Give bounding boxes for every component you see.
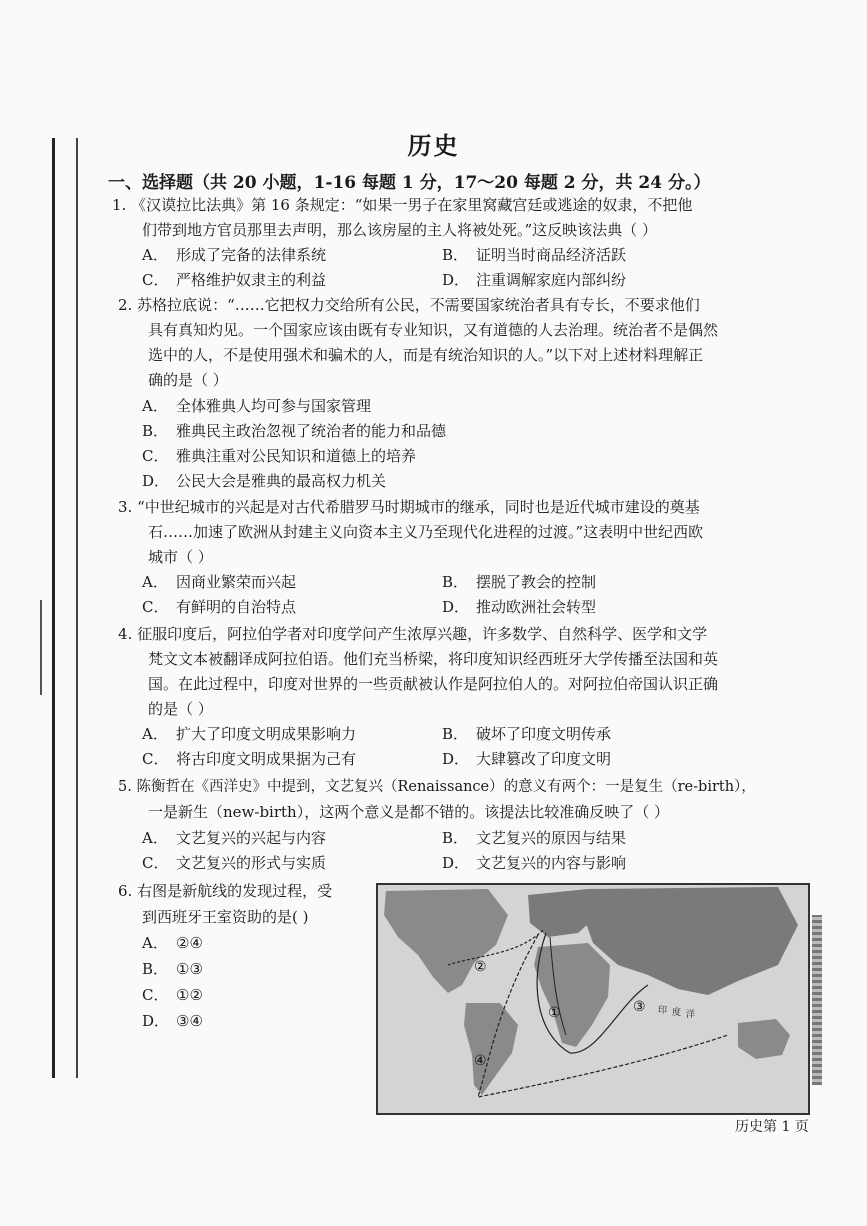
question-line: 的是（ ） [148, 700, 213, 718]
page-title: 历史 [407, 131, 460, 160]
option-b[interactable]: B． 文艺复兴的原因与结果 [442, 829, 627, 847]
option-b[interactable]: B． 破坏了印度文明传承 [442, 725, 612, 743]
question-line: 城市（ ） [148, 548, 213, 566]
question-line: 4. 征服印度后，阿拉伯学者对印度学问产生浓厚兴趣，许多数学、自然科学、医学和文学 [118, 625, 708, 643]
question-4-stem [118, 622, 786, 722]
option-b[interactable]: B． 证明当时商品经济活跃 [442, 246, 627, 264]
question-line: 确的是（ ） [148, 371, 228, 389]
question-6 [118, 878, 332, 1034]
route-label-3: ③ [633, 999, 646, 1015]
question-3-options [142, 570, 782, 620]
option-c[interactable]: C． 雅典注重对公民知识和道德上的培养 [142, 447, 417, 465]
question-2-options [142, 394, 782, 494]
option-a[interactable]: A． ②④ [142, 934, 203, 952]
question-1-stem [112, 193, 780, 243]
route-label-2: ② [474, 959, 487, 975]
ocean-label-char: 印 [658, 1006, 668, 1016]
option-d[interactable]: D． 公民大会是雅典的最高权力机关 [142, 472, 387, 490]
option-a[interactable]: A． 扩大了印度文明成果影响力 [142, 725, 357, 743]
question-line: 具有真知灼见。一个国家应该由既有专业知识，又有道德的人去治理。统治者不是偶然 [148, 321, 719, 339]
page-footer: 历史第 1 页 [735, 1119, 809, 1135]
question-line: 到西班牙王室资助的是( ) [142, 908, 309, 926]
option-c[interactable]: C． 严格维护奴隶主的利益 [142, 271, 327, 289]
question-line: 5. 陈衡哲在《西洋史》中提到，文艺复兴（Renaissance）的意义有两个：一是复生（re-birth）， [118, 779, 756, 795]
scan-edge-strip [812, 915, 822, 1085]
option-d[interactable]: D． 文艺复兴的内容与影响 [442, 854, 627, 872]
option-d[interactable]: D． 注重调解家庭内部纠纷 [442, 271, 627, 289]
question-line: 3. “中世纪城市的兴起是对古代希腊罗马时期城市的继承，同时也是近代城市建设的奠基 [118, 498, 700, 516]
question-line: 们带到地方官员那里去声明，那么该房屋的主人将被处死。”这反映该法典（ ） [142, 221, 657, 239]
option-b[interactable]: B． ①③ [142, 960, 203, 978]
question-line: 一是新生（new-birth），这两个意义是都不错的。该提法比较准确反映了（ ） [148, 803, 669, 821]
new-sea-routes-map [376, 883, 810, 1115]
question-line: 石……加速了欧洲从封建主义向资本主义乃至现代化进程的过渡。”这表明中世纪西欧 [148, 523, 704, 541]
question-line: 梵文文本被翻译成阿拉伯语。他们充当桥梁，将印度知识经西班牙大学传播至法国和英 [148, 650, 719, 668]
question-5-stem [118, 775, 786, 825]
option-c[interactable]: C． ①② [142, 986, 203, 1004]
question-5-options [142, 826, 782, 876]
question-4-options [142, 722, 782, 772]
binding-line [40, 600, 42, 695]
option-d[interactable]: D． ③④ [142, 1012, 203, 1030]
option-b[interactable]: B． 摆脱了教会的控制 [442, 573, 597, 591]
world-map-image [378, 885, 808, 1113]
option-b[interactable]: B． 雅典民主政治忽视了统治者的能力和品德 [142, 422, 447, 440]
binding-line [76, 138, 78, 1078]
option-a[interactable]: A． 文艺复兴的兴起与内容 [142, 829, 327, 847]
question-2-stem [118, 293, 786, 393]
route-label-4: ④ [474, 1053, 487, 1069]
section-heading: 一、选择题（共 20 小题，1-16 每题 1 分，17～20 每题 2 分，共 24 分。） [108, 173, 711, 193]
option-a[interactable]: A． 因商业繁荣而兴起 [142, 573, 297, 591]
question-1-options [142, 243, 782, 293]
option-d[interactable]: D． 大肆篡改了印度文明 [442, 750, 612, 768]
question-line: 2. 苏格拉底说：“……它把权力交给所有公民，不需要国家统治者具有专长，不要求他们 [118, 296, 700, 314]
ocean-label-char: 洋 [686, 1010, 696, 1020]
binding-line [52, 138, 55, 1078]
question-3-stem [118, 495, 786, 570]
question-line: 选中的人，不是使用强术和骗术的人，而是有统治知识的人。”以下对上述材料理解正 [148, 346, 704, 364]
question-line: 1. 《汉谟拉比法典》第 16 条规定：“如果一男子在家里窝藏宫廷或逃途的奴隶，不把他 [112, 196, 693, 214]
option-c[interactable]: C． 将古印度文明成果据为己有 [142, 750, 357, 768]
option-a[interactable]: A． 形成了完备的法律系统 [142, 246, 327, 264]
option-c[interactable]: C． 有鲜明的自治特点 [142, 598, 297, 616]
ocean-label-char: 度 [672, 1008, 682, 1018]
option-a[interactable]: A． 全体雅典人均可参与国家管理 [142, 397, 372, 415]
option-c[interactable]: C． 文艺复兴的形式与实质 [142, 854, 327, 872]
option-d[interactable]: D． 推动欧洲社会转型 [442, 598, 597, 616]
question-line: 国。在此过程中，印度对世界的一些贡献被认作是阿拉伯人的。对阿拉伯帝国认识正确 [148, 675, 719, 693]
question-line: 6. 右图是新航线的发现过程，受 [118, 882, 333, 900]
route-label-1: ① [548, 1005, 561, 1021]
